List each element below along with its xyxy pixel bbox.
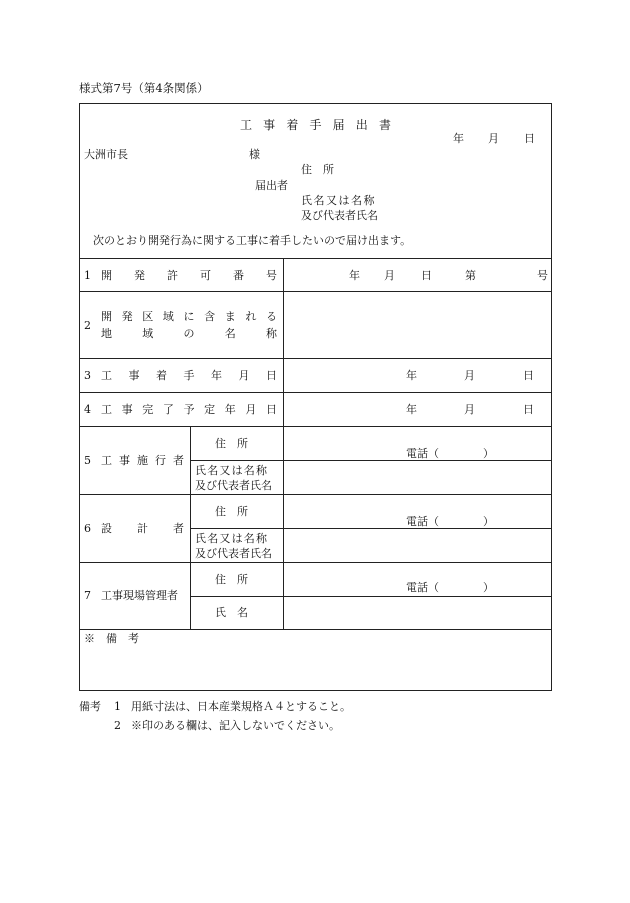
row7-number: 7 <box>84 589 91 602</box>
row6-name-label-1: 氏名又は名称 <box>195 532 269 545</box>
form-title-char: 事 <box>263 118 276 132</box>
note1-text: 用紙寸法は、日本産業規格Ａ４とすること。 <box>131 700 351 713</box>
row1-year: 年 <box>349 269 360 282</box>
row4-month: 月 <box>464 403 475 416</box>
row1-go: 号 <box>537 269 548 282</box>
row1-day: 日 <box>421 269 432 282</box>
row7-address-label: 住 所 <box>215 573 248 586</box>
row3-year: 年 <box>406 369 417 382</box>
addressee: 大洲市長 <box>84 148 128 161</box>
row5-phone: 電話（ ） <box>406 447 494 460</box>
row5-name-label-1: 氏名又は名称 <box>195 464 269 477</box>
applicant-label: 届出者 <box>255 179 288 192</box>
row1-number: 1 <box>84 269 91 282</box>
applicant-name-label-2: 及び代表者氏名 <box>301 209 378 222</box>
row6-name-label-2: 及び代表者氏名 <box>195 547 272 560</box>
applicant-address-label: 住 所 <box>301 163 334 176</box>
statement: 次のとおり開発行為に関する工事に着手したいので届け出ます。 <box>93 234 412 247</box>
row5-address-label: 住 所 <box>215 437 248 450</box>
applicant-name-label-1: 氏名又は名称 <box>301 194 376 207</box>
row3-month: 月 <box>464 369 475 382</box>
row6-label: 設 計 者 <box>101 522 184 535</box>
row2-number: 2 <box>84 319 91 332</box>
note2-number: 2 <box>114 719 121 732</box>
date-day: 日 <box>524 132 535 145</box>
row6-number: 6 <box>84 522 91 535</box>
row1-month: 月 <box>384 269 395 282</box>
form-title-char: 書 <box>378 118 391 132</box>
row6-address-label: 住 所 <box>215 505 248 518</box>
row5-number: 5 <box>84 454 91 467</box>
row4-day: 日 <box>523 403 534 416</box>
remarks-label: ※ 備 考 <box>84 632 139 645</box>
form-number: 様式第7号（第4条関係） <box>79 81 209 95</box>
row5-label: 工 事 施 行 者 <box>101 454 184 467</box>
note1-number: 1 <box>114 700 121 713</box>
form-title-char: 出 <box>355 118 368 132</box>
row2-label-line2: 地 域 の 名 称 <box>101 327 277 340</box>
form-title <box>240 119 391 131</box>
row4-label: 工 事 完 了 予 定 年 月 日 <box>101 403 277 416</box>
row6-phone: 電話（ ） <box>406 515 494 528</box>
row4-number: 4 <box>84 403 91 416</box>
form-title-char: 届 <box>332 118 345 132</box>
form-title-char: 手 <box>309 118 322 132</box>
row7-phone: 電話（ ） <box>406 581 494 594</box>
row3-label: 工 事 着 手 年 月 日 <box>101 369 277 382</box>
row5-name-label-2: 及び代表者氏名 <box>195 479 272 492</box>
note2-text: ※印のある欄は、記入しないでください。 <box>131 719 340 732</box>
form-title-char: 着 <box>286 118 299 132</box>
row7-label: 工事現場管理者 <box>101 589 178 602</box>
row1-label: 開 発 許 可 番 号 <box>101 269 277 282</box>
row7-name-label: 氏 名 <box>215 606 248 619</box>
row4-year: 年 <box>406 403 417 416</box>
date-year: 年 <box>453 132 464 145</box>
row3-day: 日 <box>523 369 534 382</box>
notes-heading: 備考 <box>79 700 101 713</box>
date-month: 月 <box>488 132 499 145</box>
form-title-char: 工 <box>240 118 253 132</box>
honorific: 様 <box>249 148 260 161</box>
row1-dai: 第 <box>465 269 476 282</box>
row3-number: 3 <box>84 369 91 382</box>
row2-label-line1: 開 発 区 域 に 含 ま れ る <box>101 310 277 323</box>
